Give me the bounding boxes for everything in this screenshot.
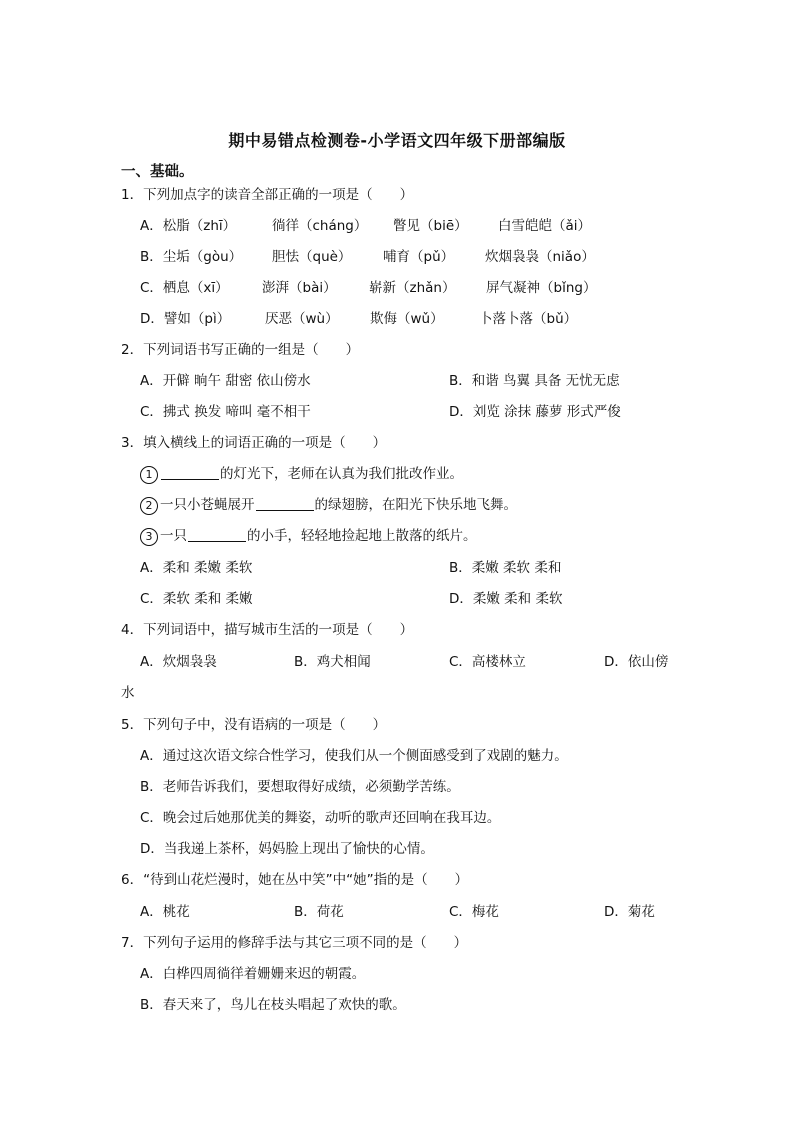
q3-option-d: D．柔嫩 柔和 柔软 bbox=[449, 591, 563, 607]
q6-option-a: A．桃花 bbox=[140, 904, 190, 920]
q1-option-c-1: C．栖息（xī） bbox=[140, 280, 229, 296]
q3-sentence-2-pre: 一只小苍蝇展开 bbox=[160, 497, 255, 513]
q1-option-a-2: 徜徉（cháng） bbox=[272, 218, 368, 234]
question-5-stem: 5．下列句子中，没有语病的一项是（ ） bbox=[121, 717, 387, 733]
fill-blank bbox=[188, 527, 246, 542]
circled-number-2: 2 bbox=[140, 497, 158, 515]
question-3-stem: 3．填入横线上的词语正确的一项是（ ） bbox=[121, 435, 387, 451]
q3-sentence-2-post: 的绿翅膀，在阳光下快乐地飞舞。 bbox=[314, 497, 517, 513]
q3-sentence-3-post: 的小手，轻轻地捡起地上散落的纸片。 bbox=[247, 528, 477, 544]
q6-option-b: B．荷花 bbox=[294, 904, 344, 920]
q2-option-a: A．开僻 晌午 甜密 依山傍水 bbox=[140, 373, 311, 389]
q7-option-b: B．春天来了，鸟儿在枝头唱起了欢快的歌。 bbox=[140, 997, 406, 1013]
q6-option-c: C．梅花 bbox=[449, 904, 499, 920]
q4-option-a: A．炊烟袅袅 bbox=[140, 654, 217, 670]
q5-option-a: A．通过这次语文综合性学习，使我们从一个侧面感受到了戏剧的魅力。 bbox=[140, 748, 568, 764]
q2-option-b: B．和谐 鸟翼 具备 无忧无虑 bbox=[449, 373, 620, 389]
q1-option-a-4: 白雪皑皑（ǎi） bbox=[498, 218, 592, 234]
q3-sentence-3-pre: 一只 bbox=[160, 528, 187, 544]
q2-option-c: C．拂式 换发 啼叫 毫不相干 bbox=[140, 404, 311, 420]
q1-option-c-2: 澎湃（bài） bbox=[262, 280, 337, 296]
q1-option-d-4: 卜落卜落（bǔ） bbox=[479, 311, 578, 327]
q2-option-d: D．刘览 涂抹 藤萝 形式严俊 bbox=[449, 404, 621, 420]
q3-sentence-1-text: 的灯光下，老师在认真为我们批改作业。 bbox=[220, 466, 463, 482]
section-heading: 一、基础。 bbox=[121, 164, 194, 180]
q3-sentence-2 bbox=[140, 496, 517, 515]
q1-option-d-1: D．譬如（pì） bbox=[140, 311, 231, 327]
q1-option-b-4: 炊烟袅袅（niǎo） bbox=[485, 249, 595, 265]
circled-number-3: 3 bbox=[140, 528, 158, 546]
question-2-stem: 2．下列词语书写正确的一组是（ ） bbox=[121, 342, 360, 358]
q1-option-d-3: 欺侮（wǔ） bbox=[370, 311, 444, 327]
fill-blank bbox=[256, 496, 314, 511]
question-7-stem: 7．下列句子运用的修辞手法与其它三项不同的是（ ） bbox=[121, 935, 468, 951]
page-title: 期中易错点检测卷-小学语文四年级下册部编版 bbox=[228, 131, 566, 150]
question-1-stem: 1．下列加点字的读音全部正确的一项是（ ） bbox=[121, 187, 414, 203]
q4-option-d: D．依山傍 bbox=[604, 654, 669, 670]
circled-number-1: 1 bbox=[140, 466, 158, 484]
q3-sentence-3 bbox=[140, 527, 477, 546]
q7-option-a: A．白桦四周徜徉着姗姗来迟的朝霞。 bbox=[140, 966, 366, 982]
q1-option-c-4: 屏气凝神（bǐng） bbox=[486, 280, 597, 296]
q1-option-a-1: A．松脂（zhī） bbox=[140, 218, 237, 234]
question-4-stem: 4．下列词语中，描写城市生活的一项是（ ） bbox=[121, 622, 414, 638]
q3-option-b: B．柔嫩 柔软 柔和 bbox=[449, 560, 562, 576]
q4-option-b: B．鸡犬相闻 bbox=[294, 654, 371, 670]
q5-option-b: B．老师告诉我们，要想取得好成绩，必须勤学苦练。 bbox=[140, 779, 460, 795]
q1-option-c-3: 崭新（zhǎn） bbox=[369, 280, 456, 296]
q1-option-d-2: 厌恶（wù） bbox=[265, 311, 339, 327]
q4-option-d-continued: 水 bbox=[121, 685, 135, 701]
q5-option-c: C．晚会过后她那优美的舞姿，动听的歌声还回响在我耳边。 bbox=[140, 810, 501, 826]
q1-option-a-3: 瞥见（biē） bbox=[393, 218, 468, 234]
q1-option-b-2: 胆怯（què） bbox=[272, 249, 352, 265]
q3-sentence-1 bbox=[140, 465, 463, 484]
q1-option-b-1: B．尘垢（gòu） bbox=[140, 249, 243, 265]
q5-option-d: D．当我递上茶杯，妈妈脸上现出了愉快的心情。 bbox=[140, 841, 434, 857]
q3-option-a: A．柔和 柔嫩 柔软 bbox=[140, 560, 253, 576]
q3-option-c: C．柔软 柔和 柔嫩 bbox=[140, 591, 253, 607]
fill-blank bbox=[161, 465, 219, 480]
q6-option-d: D．菊花 bbox=[604, 904, 655, 920]
question-6-stem: 6．“待到山花烂漫时，她在丛中笑”中“她”指的是（ ） bbox=[121, 872, 469, 888]
q1-option-b-3: 哺育（pǔ） bbox=[383, 249, 455, 265]
q4-option-c: C．高楼林立 bbox=[449, 654, 526, 670]
